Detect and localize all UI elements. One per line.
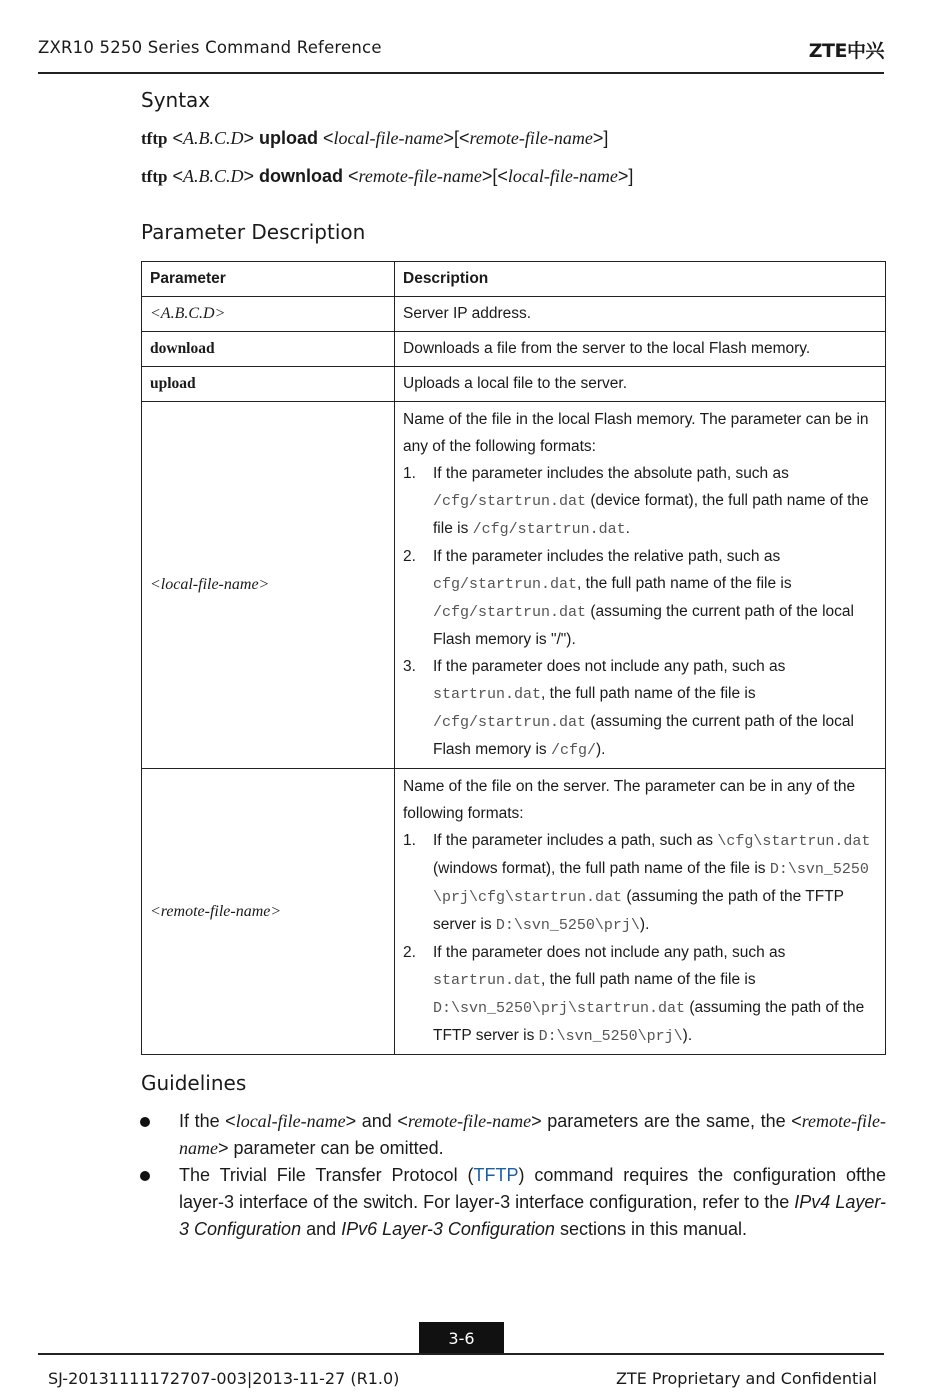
code-path: \cfg\startrun.dat xyxy=(717,833,871,850)
list-text: . xyxy=(625,520,630,537)
list-text: (assuming the path of the TFTP server is xyxy=(433,999,865,1044)
code-path: D:\svn_5250\prj\cfg\startrun.dat xyxy=(433,861,869,906)
syntax-line-upload xyxy=(141,128,608,149)
footer-doc-id: SJ-20131111172707-003|2013-11-27 (R1.0) xyxy=(48,1369,400,1388)
code-path: startrun.dat xyxy=(433,686,542,703)
code-path: /cfg/startrun.dat xyxy=(433,714,587,731)
list-item xyxy=(403,939,877,1050)
footer-rule xyxy=(38,1353,884,1355)
desc-cell: Uploads a local file to the server. xyxy=(395,367,886,402)
syntax-bracket: >] xyxy=(617,166,634,186)
syntax-arg: local-file-name xyxy=(333,128,444,148)
list-number: 1. xyxy=(403,832,416,849)
list-text: (device format), the full path name of the file is xyxy=(433,492,869,537)
list-item xyxy=(403,653,877,764)
bullet-text: > parameter can be omitted. xyxy=(218,1138,444,1158)
list-text: (assuming the path of the TFTP server is xyxy=(433,888,844,933)
guidelines-heading: Guidelines xyxy=(141,1071,247,1095)
param-ref: local-file-name xyxy=(235,1111,346,1131)
table-row xyxy=(142,332,886,367)
list-text: (windows format), the full path name of the file is xyxy=(433,860,770,877)
syntax-bracket: > xyxy=(443,128,455,148)
list-text: , the full path name of the file is xyxy=(541,685,756,702)
desc-cell: Server IP address. xyxy=(395,297,886,332)
bullet-icon xyxy=(140,1171,150,1181)
code-path: D:\svn_5250\prj\ xyxy=(495,917,640,934)
syntax-bracket: >] xyxy=(592,128,609,148)
code-path: /cfg/startrun.dat xyxy=(433,493,587,510)
code-path: /cfg/startrun.dat xyxy=(433,604,587,621)
list-text: (assuming the current path of the local Flash memory is xyxy=(433,713,854,758)
column-header-description: Description xyxy=(395,262,886,297)
column-header-parameter: Parameter xyxy=(142,262,395,297)
table-row xyxy=(142,367,886,402)
guideline-bullet xyxy=(140,1162,886,1243)
list-item xyxy=(403,460,877,543)
parameter-heading: Parameter Description xyxy=(141,220,366,244)
desc-cell xyxy=(395,402,886,769)
table-row-remote-file xyxy=(142,769,886,1055)
param-ref: remote-file-name xyxy=(179,1111,886,1158)
syntax-bracket: < xyxy=(323,128,334,148)
param-cell: download xyxy=(142,332,395,367)
syntax-addr: A.B.C.D xyxy=(182,166,244,186)
page-number: 3-6 xyxy=(419,1322,504,1354)
code-path: /cfg/startrun.dat xyxy=(472,521,626,538)
table-row xyxy=(142,297,886,332)
syntax-bracket: [< xyxy=(492,166,508,186)
header-rule xyxy=(38,72,884,74)
bullet-text: If the < xyxy=(179,1111,236,1131)
list-item xyxy=(403,827,877,939)
param-ref: remote-file-name xyxy=(407,1111,532,1131)
syntax-bracket: < xyxy=(348,166,359,186)
syntax-bracket: > xyxy=(243,166,254,186)
bullet-text: The Trivial File Transfer Protocol ( xyxy=(179,1165,474,1185)
list-text: , the full path name of the file is xyxy=(541,971,756,988)
param-cell: <remote-file-name> xyxy=(142,769,395,1055)
list-text: If the parameter includes a path, such as xyxy=(433,832,718,849)
syntax-arg: remote-file-name xyxy=(358,166,482,186)
bullet-icon xyxy=(140,1117,150,1127)
desc-intro: Name of the file on the server. The parameter can be in any of the following formats: xyxy=(403,778,856,822)
list-text: ). xyxy=(639,916,650,933)
syntax-action: upload xyxy=(259,128,319,148)
list-number: 2. xyxy=(403,944,416,961)
list-text: If the parameter does not include any path, such as xyxy=(433,658,786,675)
list-item xyxy=(403,543,877,653)
code-path: D:\svn_5250\prj\startrun.dat xyxy=(433,1000,686,1017)
section-ref: IPv6 Layer-3 Configuration xyxy=(341,1219,555,1239)
syntax-bracket: > xyxy=(481,166,493,186)
param-cell: <A.B.C.D> xyxy=(142,297,395,332)
desc-cell xyxy=(395,769,886,1055)
desc-intro: Name of the file in the local Flash memory. The parameter can be in any of the following formats: xyxy=(403,411,869,455)
desc-cell: Downloads a file from the server to the local Flash memory. xyxy=(395,332,886,367)
list-text: If the parameter includes the relative path, such as xyxy=(433,548,781,565)
code-path: cfg/startrun.dat xyxy=(433,576,578,593)
syntax-bracket: > xyxy=(243,128,254,148)
syntax-arg: remote-file-name xyxy=(469,128,593,148)
guideline-bullet xyxy=(140,1108,886,1162)
code-path: /cfg/ xyxy=(551,742,597,759)
bullet-text: and xyxy=(301,1219,342,1239)
bullet-text: ) command requires the configuration ofthe layer-3 interface of the switch. For layer-3 interface configuration, refer to the xyxy=(179,1165,886,1212)
table-header-row xyxy=(142,262,886,297)
syntax-cmd: tftp xyxy=(141,167,168,186)
syntax-heading: Syntax xyxy=(141,88,211,112)
list-number: 3. xyxy=(403,658,416,675)
parameter-table xyxy=(141,261,886,1055)
table-row-local-file xyxy=(142,402,886,769)
syntax-bracket: < xyxy=(172,166,183,186)
syntax-cmd: tftp xyxy=(141,129,168,148)
syntax-action: download xyxy=(259,166,344,186)
zte-logo: ZTE中兴 xyxy=(808,40,884,62)
syntax-bracket: < xyxy=(172,128,183,148)
bullet-text: > parameters are the same, the < xyxy=(531,1111,802,1131)
code-path: D:\svn_5250\prj\ xyxy=(538,1028,683,1045)
footer-confidential: ZTE Proprietary and Confidential xyxy=(615,1369,877,1388)
param-cell: upload xyxy=(142,367,395,402)
syntax-line-download xyxy=(141,166,633,187)
param-cell: <local-file-name> xyxy=(142,402,395,769)
list-text: If the parameter includes the absolute path, such as xyxy=(433,465,789,482)
list-text: (assuming the current path of the local Flash memory is "/"). xyxy=(433,603,854,648)
list-text: , the full path name of the file is xyxy=(577,575,792,592)
syntax-bracket: [< xyxy=(454,128,470,148)
tftp-link[interactable]: TFTP xyxy=(473,1165,519,1185)
list-number: 1. xyxy=(403,465,416,482)
list-text: If the parameter does not include any path, such as xyxy=(433,944,786,961)
header-title: ZXR10 5250 Series Command Reference xyxy=(38,38,382,57)
list-number: 2. xyxy=(403,548,416,565)
bullet-text: sections in this manual. xyxy=(554,1219,748,1239)
syntax-addr: A.B.C.D xyxy=(182,128,244,148)
list-text: ). xyxy=(682,1027,693,1044)
section-ref: IPv4 Layer-3 Configuration xyxy=(179,1192,887,1239)
syntax-arg: local-file-name xyxy=(507,166,618,186)
list-text: ). xyxy=(596,741,606,758)
bullet-text: > and < xyxy=(345,1111,408,1131)
code-path: startrun.dat xyxy=(433,972,542,989)
